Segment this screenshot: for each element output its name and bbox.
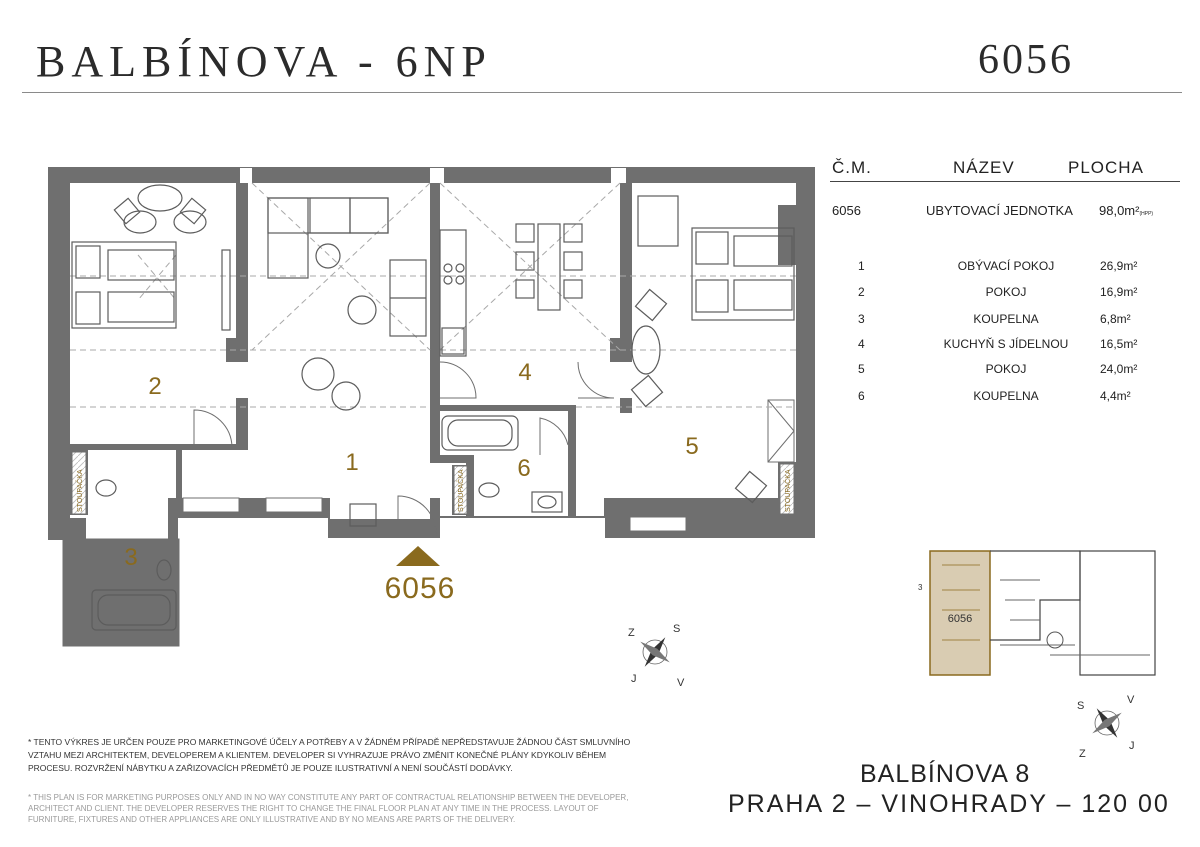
compass-main-n: S [673,623,681,635]
unit-row-area [1099,203,1153,218]
riser-label-3: STOUPAČKA [785,469,792,512]
disclaimer-cz: * TENTO VÝKRES JE URČEN POUZE PRO MARKETINGOVÉ ÚČELY A POTŘEBY A V ŽÁDNÉM PŘÍPADĚ NEPŘEDSTAVUJE ŽÁDNOU ČÁST SMLUVNÍHO VZTAHU MEZI ARCHITEKTEM, DEVELOPEREM A KLIENTEM. DEVELOPER SI VYHRAZUJE PRÁVO ZMĚNIT KONEČNÉ PLÁNY KDYKOLIV BĚHEM PROCESU. ROZVRŽENÍ NÁBYTKU A ZAŘIZOVACÍCH PŘEDMĚTŮ JE POUZE ILUSTRATIVNÍ A NENÍ SOUČÁSTÍ DODÁVKY. [28,737,631,773]
room-row-number: 1 [858,259,865,273]
table-header-name: NÁZEV [953,158,1015,177]
room-row-name: KOUPELNA [973,312,1039,326]
room-label-6: 6 [517,455,531,482]
room-label-5: 5 [685,433,699,460]
disclaimer-en: * THIS PLAN IS FOR MARKETING PURPOSES ONLY AND IN NO WAY CONSTITUTE ANY PART OF CONTRACTUAL RELATIONSHIP BETWEEN THE DEVELOPER, ARCHITECT AND CLIENT. THE DEVELOPER RESERVES THE RIGHT TO CHANGE THE FINAL FLOOR PLAN AT ANY TIME IN THE PROCESS. LAYOUT OF FURNITURE, FIXTURES AND OTHER APPLIANCES ARE ONLY ILLUSTRATIVE AND BY NO MEANS ARE PARTS OF THE DELIVERY. [28,793,629,824]
compass-main-s: J [631,673,637,685]
page-title: BALBÍNOVA - 6NP [36,37,492,86]
compass-key-w: Z [1079,748,1086,760]
unit-row-area-value: 98,0m² [1099,203,1140,218]
compass-key-n: S [1077,700,1085,712]
room-row-number: 6 [858,389,865,403]
entrance-label: 6056 [384,572,456,605]
entrance-arrow [396,546,440,566]
room-row-area: 26,9m² [1100,259,1138,273]
room-row-name: KOUPELNA [973,389,1039,403]
room-row-number: 2 [858,285,865,299]
compass-main [628,623,685,689]
compass-key [1077,694,1135,760]
riser-label-2: STOUPAČKA [458,469,465,512]
room-row-area: 24,0m² [1100,362,1138,376]
room-row-number: 5 [858,362,865,376]
room-row-name: POKOJ [985,362,1027,376]
unit-row-number: 6056 [832,203,861,218]
table-header-number: Č.M. [832,158,872,177]
room-label-4: 4 [518,359,532,386]
room-row-area: 6,8m² [1100,312,1131,326]
address-line-1: BALBÍNOVA 8 [860,760,1031,788]
address-line-2: PRAHA 2 – VINOHRADY – 120 00 [728,790,1170,818]
room-row-area: 16,9m² [1100,285,1138,299]
interior-walls [70,183,796,518]
compass-main-w: Z [628,627,635,639]
unit-row-name: UBYTOVACÍ JEDNOTKA [926,203,1073,218]
room-labels [124,359,698,571]
key-plan [918,551,1160,675]
key-plan-label: 6056 [947,613,973,625]
room-row-area: 4,4m² [1100,389,1131,403]
key-plan-marker: 3 [918,583,923,592]
room-row-name: OBÝVACÍ POKOJ [957,259,1055,273]
room-row-area: 16,5m² [1100,337,1138,351]
room-label-3: 3 [124,544,138,571]
table-header-divider [830,181,1180,182]
compass-key-e: V [1127,694,1135,706]
table-header-area: PLOCHA [1068,158,1144,177]
unit-number: 6056 [978,37,1074,83]
room-label-2: 2 [148,373,162,400]
room-row-name: POKOJ [985,285,1027,299]
compass-main-e: V [677,677,685,689]
unit-row-area-note: (HPP) [1139,211,1154,217]
room-row-number: 3 [858,312,865,326]
room-row-number: 4 [858,337,865,351]
room-label-1: 1 [345,449,359,476]
riser-label-1: STOUPAČKA [77,469,84,512]
compass-key-s: J [1129,740,1135,752]
room-row-name: KUCHYŇ S JÍDELNOU [943,337,1069,351]
